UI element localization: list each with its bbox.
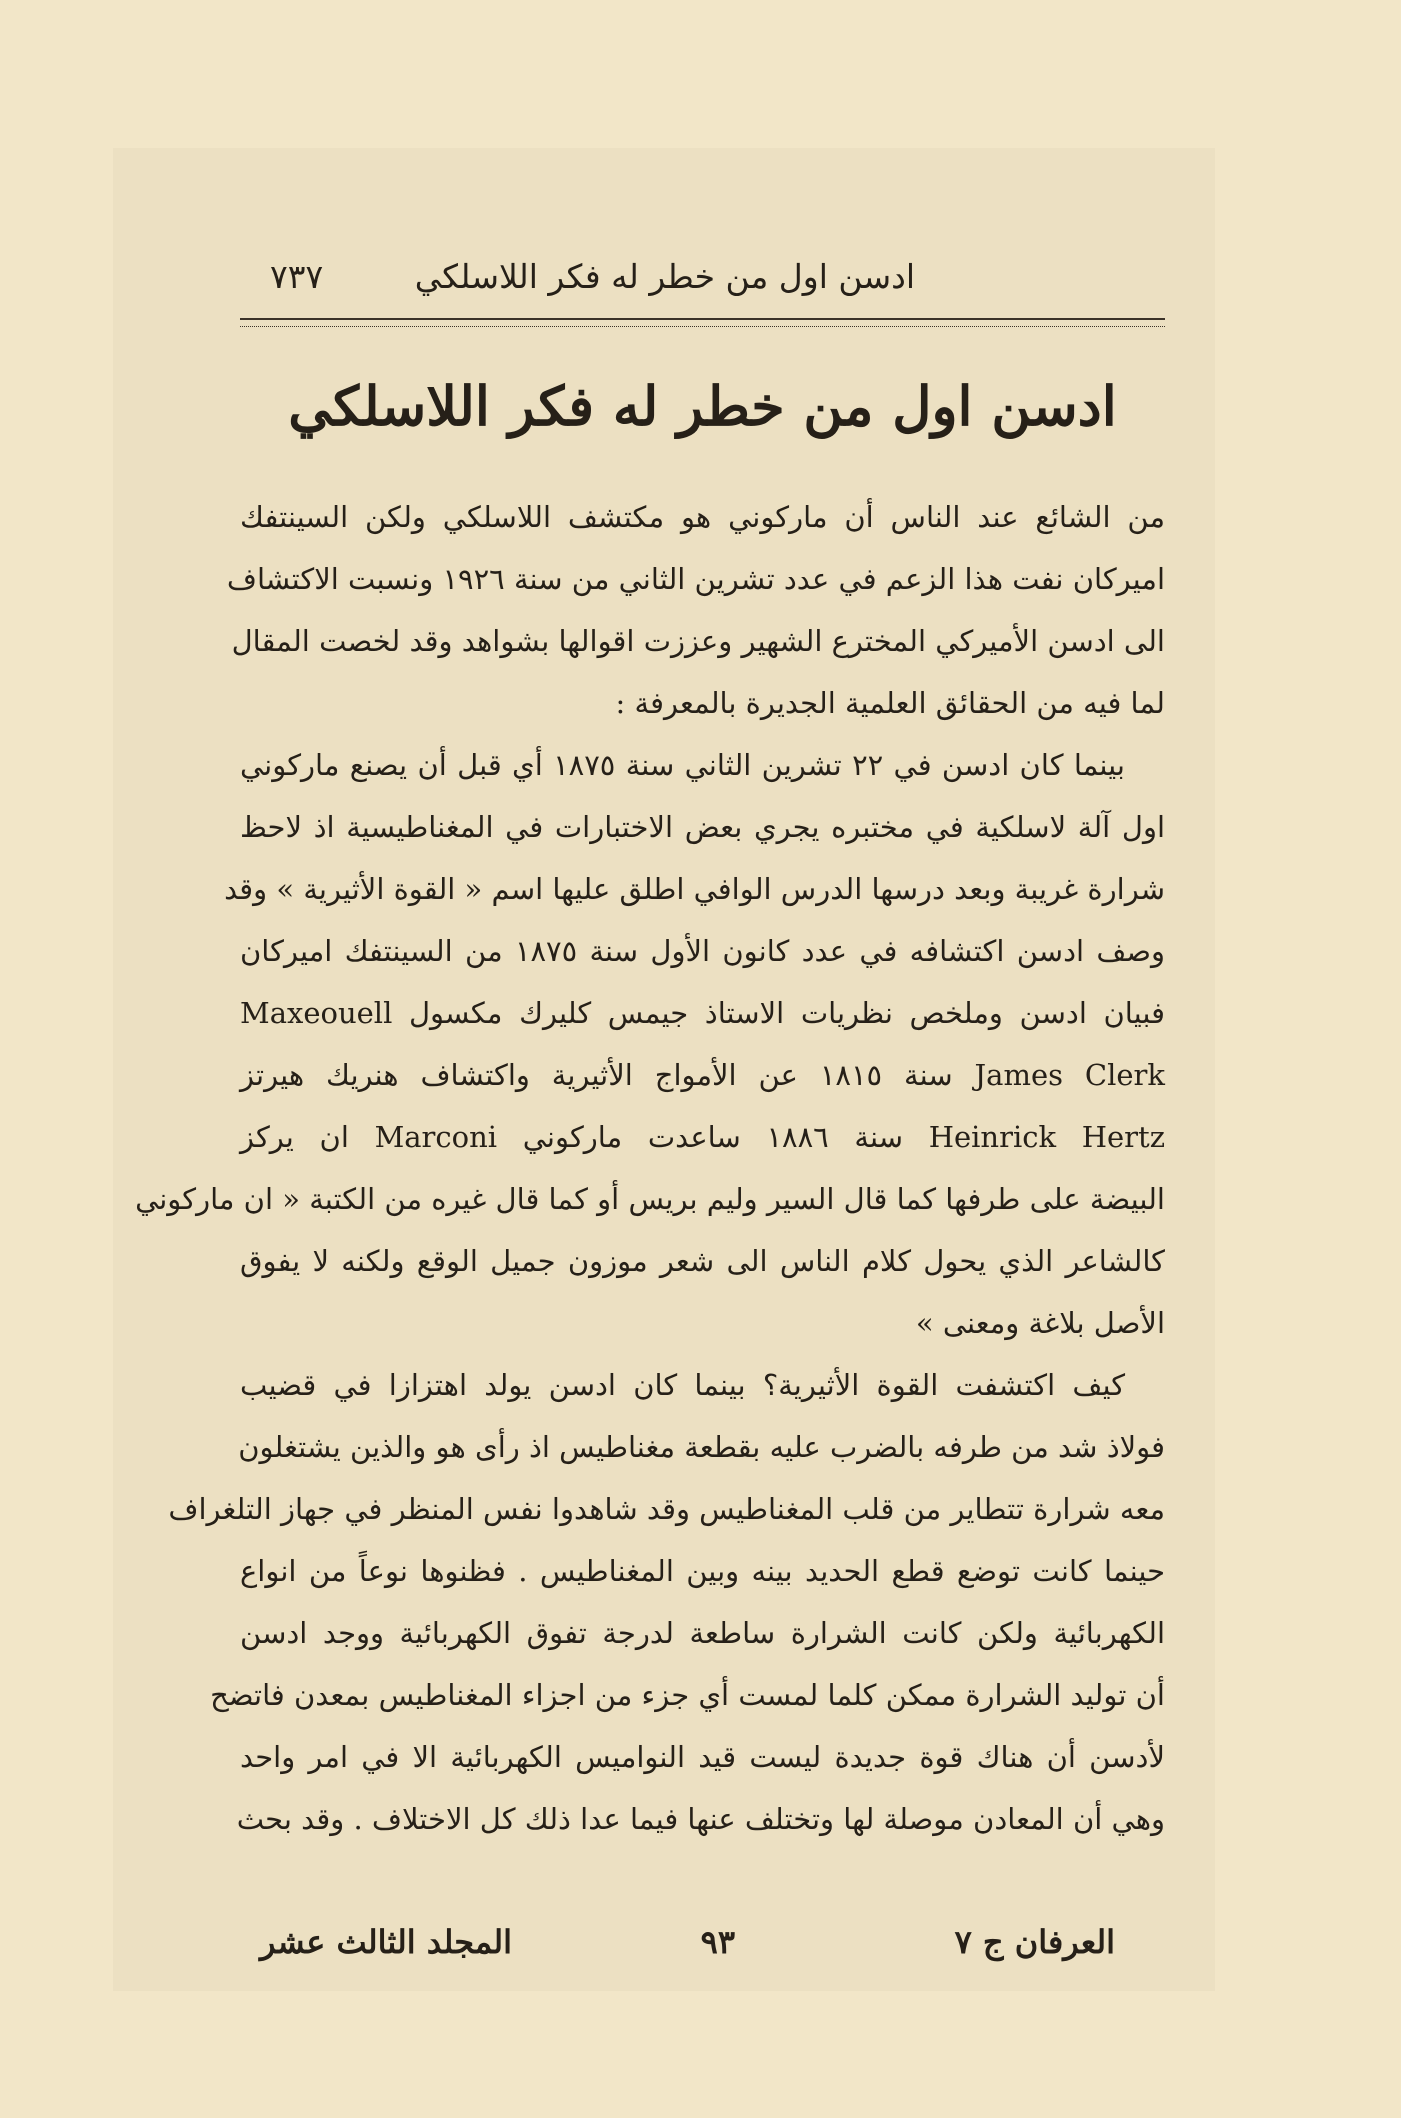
- footer-journal: العرفان ج ٧: [954, 1923, 1115, 1961]
- body-line: البيضة على طرفها كما قال السير وليم بريس أو كما قال غيره من الكتبة « ان ماركوني: [135, 1182, 1165, 1216]
- body-line: وصف ادسن اكتشافه في عدد كانون الأول سنة ١٨٧٥ من السينتفك اميركان: [240, 934, 1165, 968]
- body-line: لأدسن أن هناك قوة جديدة ليست قيد النواميس الكهربائية الا في امر واحد: [240, 1740, 1165, 1774]
- running-header: [240, 252, 1165, 302]
- body-line: كالشاعر الذي يحول كلام الناس الى شعر موزون جميل الوقع ولكنه لا يفوق: [240, 1244, 1165, 1278]
- body-line: وهي أن المعادن موصلة لها وتختلف عنها فيما عدا ذلك كل الاختلاف . وقد بحث: [236, 1802, 1165, 1836]
- body-line: Heinrick Hertz سنة ١٨٨٦ ساعدت ماركوني Marconi ان يركز: [240, 1120, 1165, 1154]
- body-line: الكهربائية ولكن كانت الشرارة ساطعة لدرجة تفوق الكهربائية ووجد ادسن: [240, 1616, 1165, 1650]
- body-line: شرارة غريبة وبعد درسها الدرس الوافي اطلق عليها اسم « القوة الأثيرية » وقد: [224, 872, 1165, 906]
- document-page: [135, 240, 1165, 1965]
- body-line: من الشائع عند الناس أن ماركوني هو مكتشف اللاسلكي ولكن السينتفك: [240, 500, 1165, 534]
- article-body: [135, 486, 1165, 1850]
- header-rule: [240, 318, 1165, 327]
- body-line: لما فيه من الحقائق العلمية الجديرة بالمعرفة :: [615, 686, 1165, 720]
- footer-page-number: ٩٣: [700, 1923, 735, 1961]
- footer-volume: المجلد الثالث عشر: [260, 1923, 512, 1961]
- body-line: الأصل بلاغة ومعنى »: [915, 1306, 1165, 1340]
- page-footer: [240, 1918, 1165, 1966]
- body-line: كيف اكتشفت القوة الأثيرية؟ بينما كان ادسن يولد اهتزازا في قضيب: [240, 1368, 1125, 1402]
- body-line: اميركان نفت هذا الزعم في عدد تشرين الثاني من سنة ١٩٢٦ ونسبت الاكتشاف: [226, 562, 1165, 596]
- body-line: بينما كان ادسن في ٢٢ تشرين الثاني سنة ١٨٧٥ أي قبل أن يصنع ماركوني: [240, 748, 1125, 782]
- article-title: ادسن اول من خطر له فكر اللاسلكي: [288, 374, 1117, 438]
- body-line: الى ادسن الأميركي المخترع الشهير وعززت اقوالها بشواهد وقد لخصت المقال: [231, 624, 1165, 658]
- body-line: أن توليد الشرارة ممكن كلما لمست أي جزء من اجزاء المغناطيس بمعدن فاتضح: [210, 1678, 1165, 1712]
- body-line: معه شرارة تتطاير من قلب المغناطيس وقد شاهدوا نفس المنظر في جهاز التلغراف: [168, 1492, 1165, 1526]
- body-line: فبيان ادسن وملخص نظريات الاستاذ جيمس كليرك مكسول Maxeouell: [240, 996, 1165, 1030]
- body-line: فولاذ شد من طرفه بالضرب عليه بقطعة مغناطيس اذ رأى هو والذين يشتغلون: [238, 1430, 1165, 1464]
- body-line: اول آلة لاسلكية في مختبره يجري بعض الاختبارات في المغناطيسية اذ لاحظ: [240, 810, 1165, 844]
- body-line: حينما كانت توضع قطع الحديد بينه وبين المغناطيس . فظنوها نوعاً من انواع: [240, 1554, 1165, 1588]
- body-line: James Clerk سنة ١٨١٥ عن الأمواج الأثيرية واكتشاف هنريك هيرتز: [240, 1058, 1165, 1092]
- running-head-page-number: ٧٣٧: [270, 257, 324, 296]
- running-head-title: ادسن اول من خطر له فكر اللاسلكي: [414, 257, 915, 296]
